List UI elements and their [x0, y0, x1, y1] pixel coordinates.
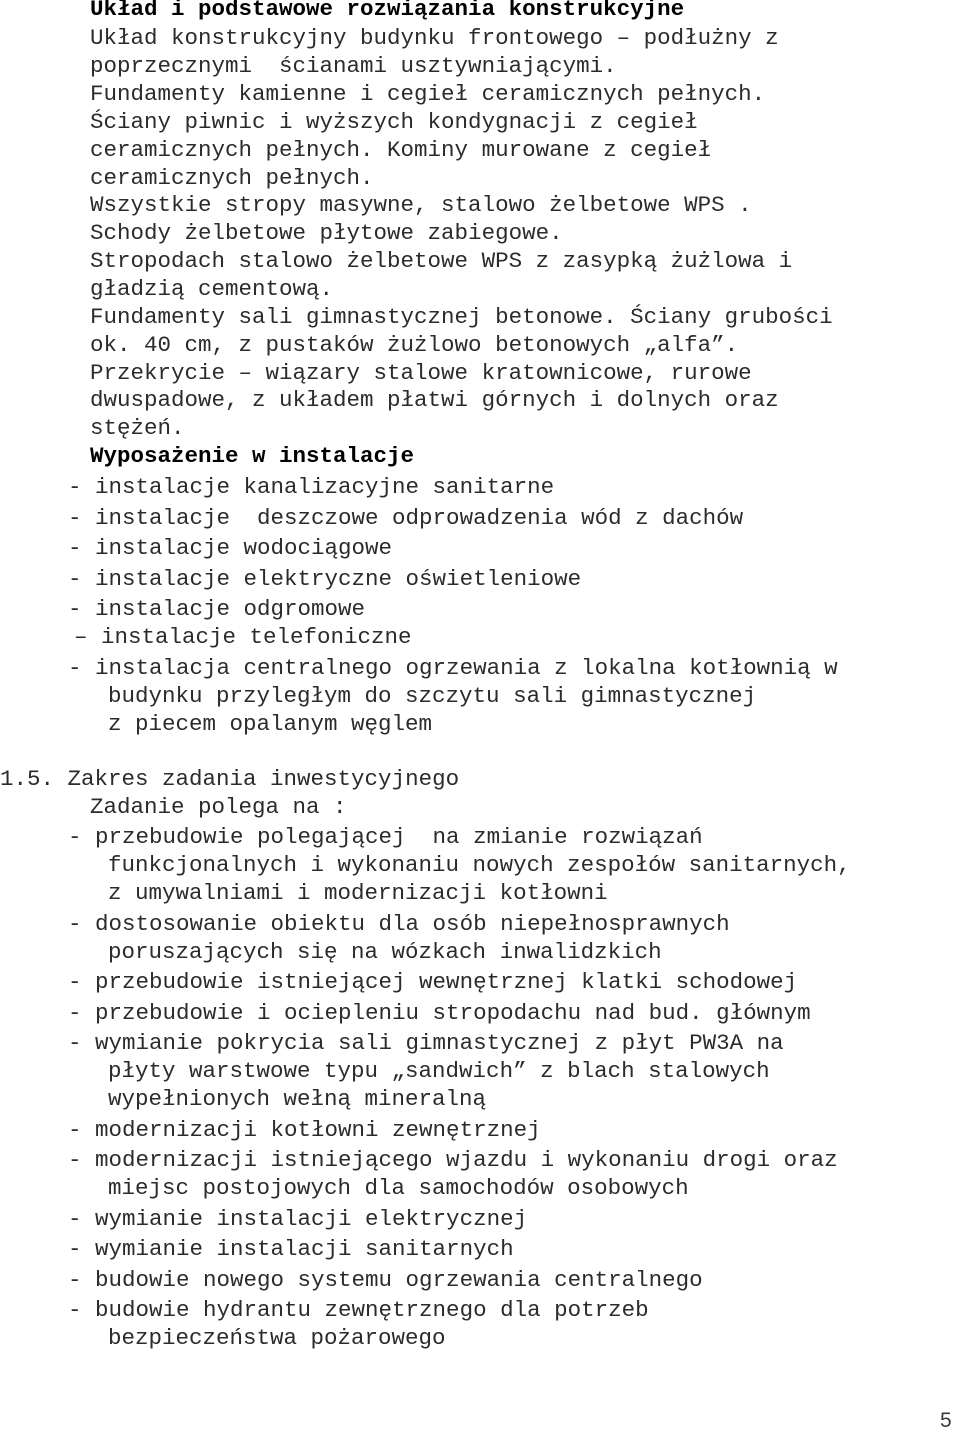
- text-line: Wszystkie stropy masywne, stalowo żelbetowe WPS .: [90, 192, 752, 218]
- list-item: - instalacje elektryczne oświetleniowe: [68, 566, 582, 592]
- text-line: poprzecznymi ścianami usztywniającymi.: [90, 53, 617, 79]
- page-number: 5: [940, 1409, 952, 1432]
- list-item: - instalacje wodociągowe: [68, 535, 393, 561]
- section-intro: Zadanie polega na :: [90, 794, 347, 820]
- text-line: Fundamenty sali gimnastycznej betonowe. Ściany grubości: [90, 304, 833, 330]
- text-line: Ściany piwnic i wyższych kondygnacji z cegieł: [90, 109, 698, 135]
- list-item-continuation: funkcjonalnych i wykonaniu nowych zespołów sanitarnych,: [108, 852, 851, 878]
- list-item: - instalacje kanalizacyjne sanitarne: [68, 474, 555, 500]
- text-line: Fundamenty kamienne i cegieł ceramicznych pełnych.: [90, 81, 766, 107]
- list-item: - przebudowie i ociepleniu stropodachu nad bud. głównym: [68, 1000, 811, 1026]
- text-line: Przekrycie – wiązary stalowe kratownicowe, rurowe: [90, 360, 752, 386]
- list-item: - instalacje odgromowe: [68, 596, 366, 622]
- list-item: - instalacje deszczowe odprowadzenia wód z dachów: [68, 505, 744, 531]
- list-item: - modernizacji kotłowni zewnętrznej: [68, 1117, 541, 1143]
- list-item: - wymianie pokrycia sali gimnastycznej z płyt PW3A na: [68, 1030, 784, 1056]
- list-item-continuation: płyty warstwowe typu „sandwich” z blach stalowych: [108, 1058, 770, 1084]
- list-item-continuation: z piecem opalanym węglem: [108, 711, 433, 737]
- section-heading-installations: Wyposażenie w instalacje: [90, 443, 415, 469]
- list-item-continuation: z umywalniami i modernizacji kotłowni: [108, 880, 608, 906]
- list-item: - wymianie instalacji elektrycznej: [68, 1206, 528, 1232]
- list-item-continuation: miejsc postojowych dla samochodów osobowych: [108, 1175, 689, 1201]
- text-line: stężeń.: [90, 415, 185, 441]
- text-line: Schody żelbetowe płytowe zabiegowe.: [90, 220, 563, 246]
- list-item-continuation: budynku przyległym do szczytu sali gimnastycznej: [108, 683, 757, 709]
- list-item: - budowie hydrantu zewnętrznego dla potrzeb: [68, 1297, 649, 1323]
- text-line: Stropodach stalowo żelbetowe WPS z zasypką żużlowa i: [90, 248, 793, 274]
- list-item: - modernizacji istniejącego wjazdu i wykonaniu drogi oraz: [68, 1147, 838, 1173]
- text-line: ceramicznych pełnych.: [90, 165, 374, 191]
- text-line: ok. 40 cm, z pustaków żużlowo betonowych „alfa”.: [90, 332, 739, 358]
- list-item-continuation: wypełnionych wełną mineralną: [108, 1086, 487, 1112]
- text-line: ceramicznych pełnych. Kominy murowane z cegieł: [90, 137, 712, 163]
- text-line: Układ konstrukcyjny budynku frontowego – podłużny z: [90, 25, 779, 51]
- text-line: gładzią cementową.: [90, 276, 334, 302]
- text-line: dwuspadowe, z układem płatwi górnych i dolnych oraz: [90, 387, 779, 413]
- list-item: - przebudowie polegającej na zmianie rozwiązań: [68, 824, 703, 850]
- list-item-continuation: bezpieczeństwa pożarowego: [108, 1325, 446, 1351]
- list-item: – instalacje telefoniczne: [74, 624, 412, 650]
- list-item: - budowie nowego systemu ogrzewania centralnego: [68, 1267, 703, 1293]
- list-item: - przebudowie istniejącej wewnętrznej klatki schodowej: [68, 969, 798, 995]
- list-item: - instalacja centralnego ogrzewania z lokalna kotłownią w: [68, 655, 838, 681]
- section-heading-scope: 1.5. Zakres zadania inwestycyjnego: [0, 766, 460, 792]
- list-item: - wymianie instalacji sanitarnych: [68, 1236, 514, 1262]
- list-item: - dostosowanie obiektu dla osób niepełnosprawnych: [68, 911, 730, 937]
- section-heading-structure: Układ i podstawowe rozwiązania konstrukcyjne: [90, 0, 685, 22]
- list-item-continuation: poruszających się na wózkach inwalidzkich: [108, 939, 662, 965]
